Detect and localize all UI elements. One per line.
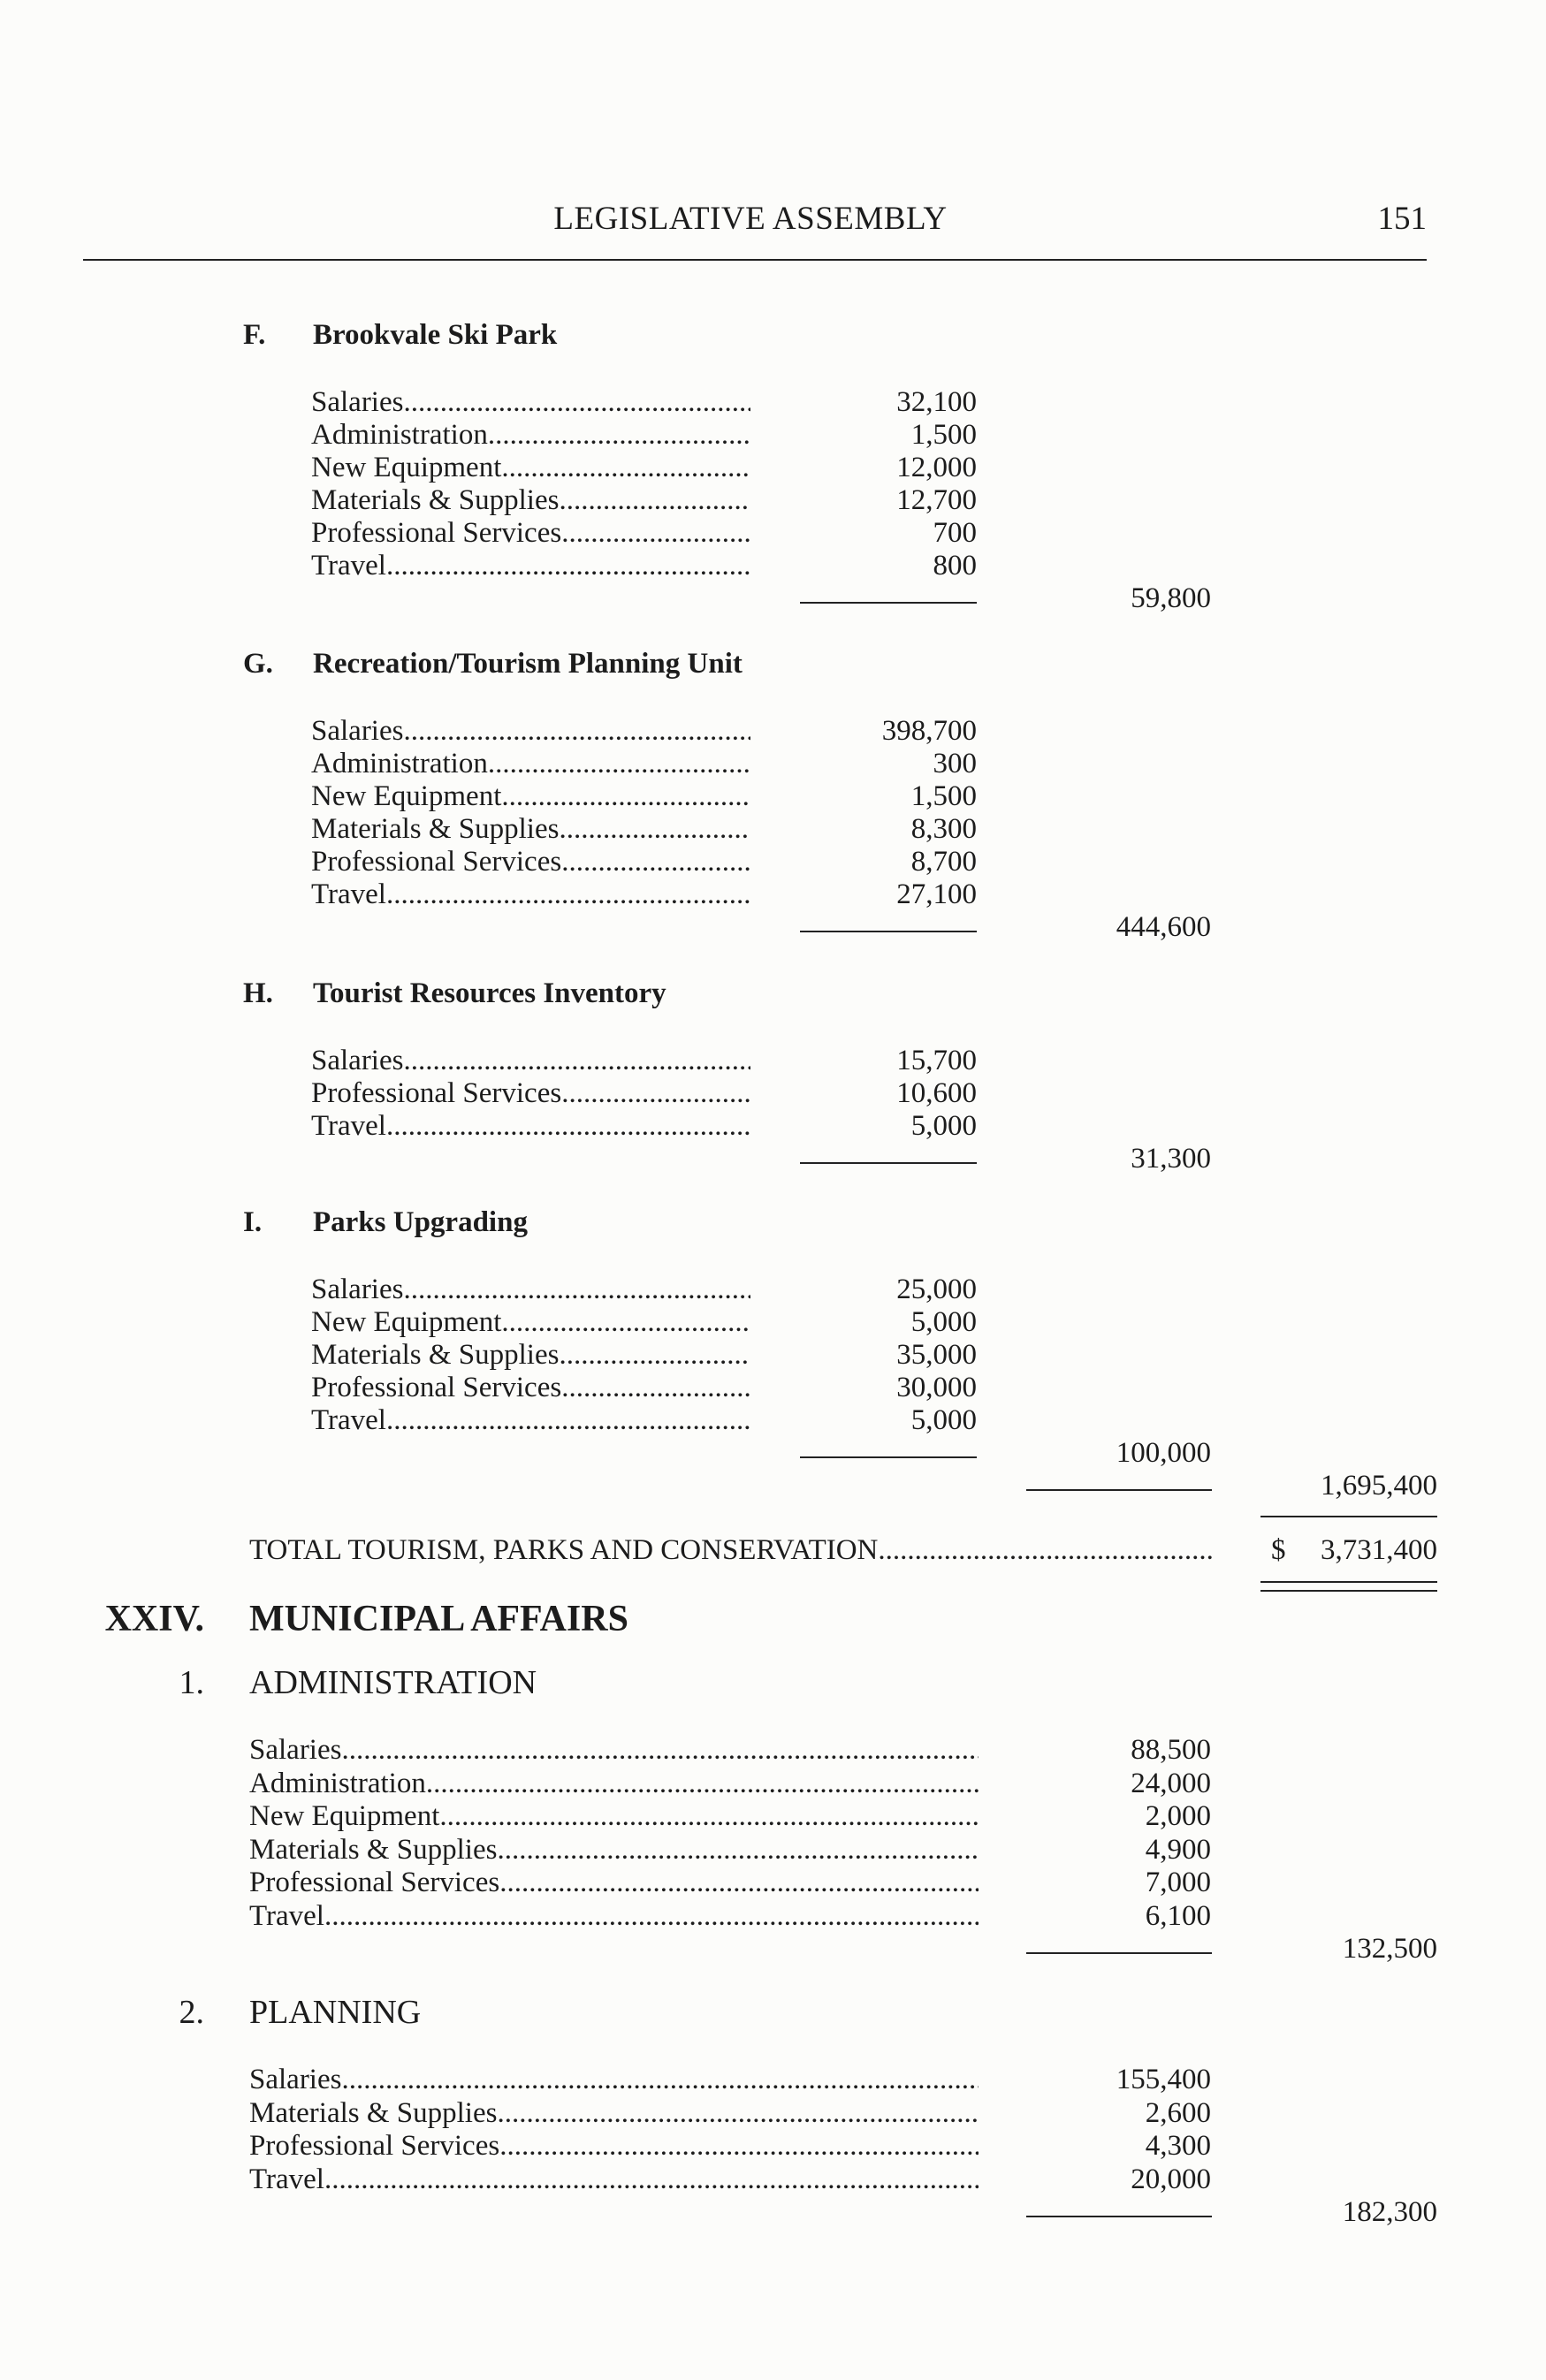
line-item-amount: 27,100 [896, 878, 977, 910]
section-number: 1. [179, 1664, 204, 1701]
line-item-amount: 5,000 [910, 1404, 977, 1436]
section-heading [0, 1996, 1546, 2029]
subtotal-rule [800, 1456, 977, 1458]
section-letter: G. [243, 648, 273, 680]
line-item-amount: 6,100 [1145, 1899, 1211, 1932]
line-item-amount: 398,700 [881, 715, 977, 747]
line-items [0, 1274, 1546, 1502]
grand-total-row [0, 1534, 1546, 1567]
subtotal-row [0, 911, 1546, 944]
section-letter: F. [243, 319, 266, 351]
line-item-label: Professional Services ..... [311, 846, 750, 878]
subtotal-row [0, 582, 1546, 615]
line-item-amount: 1,500 [910, 419, 977, 451]
subtotal-row [0, 2196, 1546, 2230]
line-item-amount: 700 [933, 517, 977, 549]
running-head: LEGISLATIVE ASSEMBLY [553, 201, 948, 237]
line-item-amount: 20,000 [1131, 2163, 1211, 2195]
line-item-amount: 7,000 [1145, 1867, 1211, 1898]
line-item [0, 715, 1546, 748]
line-item-label: Materials & Supplies ..... [249, 1834, 979, 1867]
line-item-label: Salaries ..... [311, 1274, 750, 1306]
line-items [0, 2064, 1546, 2230]
line-item-amount: 15,700 [896, 1045, 977, 1076]
line-item-amount: 25,000 [896, 1274, 977, 1305]
line-item [0, 2097, 1546, 2131]
line-item [0, 1110, 1546, 1143]
line-item-label: Materials & Supplies ..... [311, 484, 750, 517]
subtotal-row [0, 1437, 1546, 1470]
header-rule [83, 259, 1427, 261]
subtotal-amount: 182,300 [1342, 2196, 1437, 2228]
line-item-label: Materials & Supplies ..... [249, 2097, 979, 2131]
line-item [0, 813, 1546, 846]
line-item-amount: 32,100 [896, 386, 977, 418]
line-item-label: Travel ..... [311, 1110, 750, 1143]
section-title: PLANNING [249, 1994, 422, 2031]
line-item [0, 1274, 1546, 1306]
line-item-label: Professional Services ..... [311, 1372, 750, 1404]
section-parks-upgrading [0, 1206, 1546, 1502]
line-item [0, 1867, 1546, 1900]
line-item-amount: 4,300 [1145, 2130, 1211, 2162]
line-items [0, 386, 1546, 615]
section-heading [0, 977, 1546, 1010]
subtotal-row [0, 1143, 1546, 1175]
line-item-amount: 12,000 [896, 452, 977, 483]
line-item [0, 2130, 1546, 2163]
line-item [0, 1768, 1546, 1801]
line-item [0, 1900, 1546, 1934]
line-item-amount: 155,400 [1116, 2064, 1211, 2095]
line-item-amount: 88,500 [1131, 1734, 1211, 1766]
subtotal-rule [1026, 2216, 1212, 2217]
line-item [0, 1339, 1546, 1372]
line-item-amount: 4,900 [1145, 1833, 1211, 1866]
line-item-label: Salaries ..... [249, 1734, 979, 1768]
line-item-amount: 1,500 [910, 780, 977, 812]
line-item [0, 484, 1546, 517]
line-items [0, 1734, 1546, 1966]
section-title: Brookvale Ski Park [313, 319, 558, 351]
line-item-amount: 12,700 [896, 484, 977, 516]
line-item-label: Administration ..... [311, 748, 750, 780]
line-item-amount: 300 [933, 748, 977, 779]
line-item-label: Materials & Supplies ..... [311, 1339, 750, 1372]
line-item [0, 1077, 1546, 1110]
line-item-amount: 10,600 [896, 1077, 977, 1109]
line-item-amount: 35,000 [896, 1339, 977, 1371]
line-item-label: Salaries ..... [311, 1045, 750, 1077]
line-item-amount: 8,300 [910, 813, 977, 845]
line-items [0, 715, 1546, 944]
line-item-label: Professional Services ..... [249, 2130, 979, 2163]
section-letter: H. [243, 977, 273, 1009]
grand-total-top-rule [1260, 1516, 1437, 1517]
line-item-label: Travel ..... [249, 1900, 979, 1934]
line-item-label: Salaries ..... [311, 715, 750, 748]
line-item-amount: 5,000 [910, 1306, 977, 1338]
line-item-amount: 24,000 [1131, 1767, 1211, 1799]
line-item-amount: 2,000 [1145, 1800, 1211, 1832]
line-item-label: Travel ..... [311, 550, 750, 582]
page-number: 151 [1377, 201, 1427, 237]
line-item-label: New Equipment ..... [249, 1800, 979, 1834]
line-item [0, 1306, 1546, 1339]
subtotal-rule [800, 602, 977, 604]
line-item [0, 1372, 1546, 1404]
line-item-label: New Equipment ..... [311, 780, 750, 813]
subtotal-row [0, 1933, 1546, 1966]
line-item [0, 748, 1546, 780]
line-item-amount: 800 [933, 550, 977, 582]
line-item-amount: 8,700 [910, 846, 977, 878]
department-number: XXIV. [104, 1599, 204, 1639]
department-title: MUNICIPAL AFFAIRS [249, 1599, 628, 1639]
section-heading [0, 648, 1546, 681]
section-title: Parks Upgrading [313, 1206, 528, 1238]
section-title: Tourist Resources Inventory [313, 977, 666, 1009]
subtotal-amount: 59,800 [1131, 582, 1211, 614]
line-item [0, 419, 1546, 452]
line-items [0, 1045, 1546, 1175]
subtotal-amount: 31,300 [1131, 1143, 1211, 1175]
subtotal-rule [800, 1162, 977, 1164]
section-tourist-resources-inventory [0, 977, 1546, 1175]
line-item-label: Salaries ..... [311, 386, 750, 419]
subtotal-amount: 444,600 [1116, 911, 1211, 943]
section-heading [0, 1664, 1546, 1701]
line-item [0, 878, 1546, 911]
line-item-label: New Equipment ..... [311, 452, 750, 484]
line-item-label: Professional Services ..... [249, 1867, 979, 1900]
line-item-label: Administration ..... [311, 419, 750, 452]
line-item [0, 517, 1546, 550]
line-item [0, 386, 1546, 419]
group-total-row [0, 1470, 1546, 1502]
section-title: Recreation/Tourism Planning Unit [313, 648, 743, 680]
line-item-amount: 5,000 [910, 1110, 977, 1142]
section-planning [0, 1996, 1546, 2230]
section-brookvale-ski-park [0, 319, 1546, 615]
subtotal-amount: 100,000 [1116, 1437, 1211, 1469]
line-item [0, 1404, 1546, 1437]
currency-symbol: $ [1271, 1534, 1286, 1566]
section-heading [0, 1206, 1546, 1239]
line-item [0, 846, 1546, 878]
section-administration [0, 1664, 1546, 1966]
grand-total-label: TOTAL TOURISM, PARKS AND CONSERVATION ..... [249, 1534, 1215, 1567]
line-item [0, 1834, 1546, 1867]
group-total-rule [1026, 1489, 1212, 1491]
line-item-label: New Equipment ..... [311, 1306, 750, 1339]
section-number: 2. [179, 1994, 204, 2031]
line-item [0, 780, 1546, 813]
line-item-label: Travel ..... [311, 1404, 750, 1437]
subtotal-rule [800, 931, 977, 932]
line-item-amount: 30,000 [896, 1372, 977, 1403]
subtotal-amount: 132,500 [1342, 1933, 1437, 1965]
section-title: ADMINISTRATION [249, 1664, 537, 1701]
line-item [0, 550, 1546, 582]
line-item [0, 1045, 1546, 1077]
grand-total-amount: 3,731,400 [1321, 1534, 1437, 1566]
line-item-label: Travel ..... [249, 2163, 979, 2197]
line-item-label: Professional Services ..... [311, 517, 750, 550]
grand-total-double-rule [1260, 1581, 1437, 1592]
line-item [0, 1734, 1546, 1768]
department-heading [0, 1599, 1546, 1639]
line-item-label: Administration ..... [249, 1768, 979, 1801]
line-item [0, 1800, 1546, 1834]
subtotal-rule [1026, 1952, 1212, 1954]
section-heading [0, 319, 1546, 352]
line-item [0, 2163, 1546, 2197]
line-item-label: Materials & Supplies ..... [311, 813, 750, 846]
line-item [0, 2064, 1546, 2097]
line-item-label: Travel ..... [311, 878, 750, 911]
section-letter: I. [243, 1206, 263, 1238]
line-item [0, 452, 1546, 484]
section-recreation-tourism-planning-unit [0, 648, 1546, 944]
line-item-label: Salaries ..... [249, 2064, 979, 2097]
group-total-amount: 1,695,400 [1321, 1470, 1437, 1502]
line-item-amount: 2,600 [1145, 2096, 1211, 2129]
line-item-label: Professional Services ..... [311, 1077, 750, 1110]
